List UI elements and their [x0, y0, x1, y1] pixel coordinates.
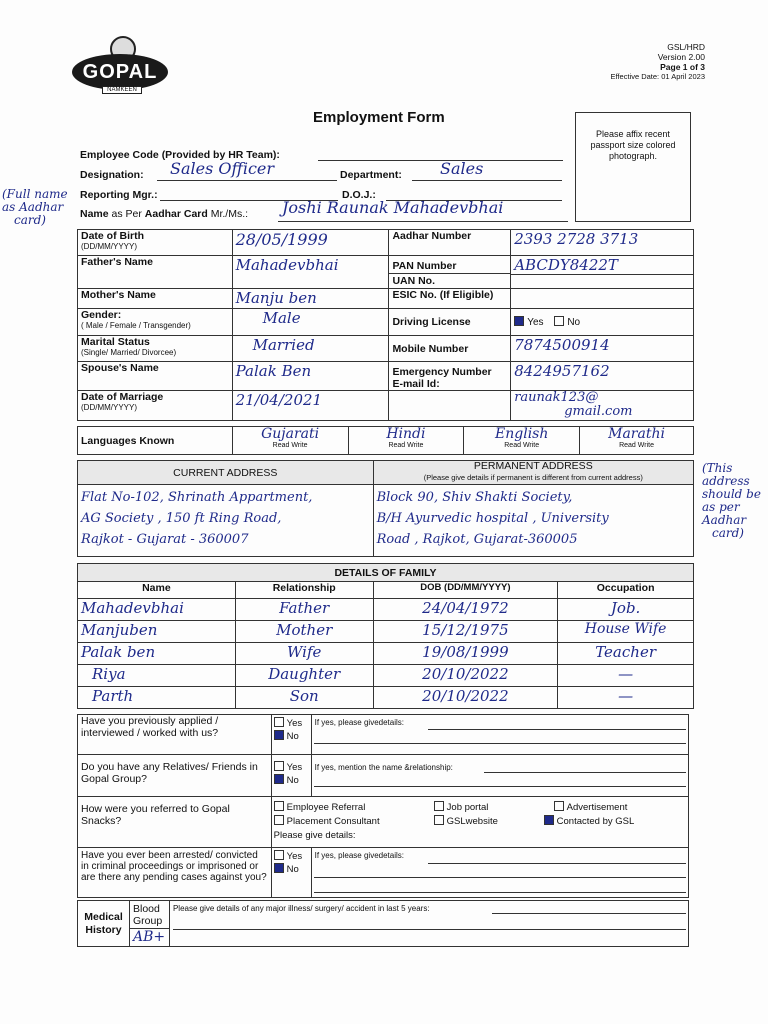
q3-option-label: GSLwebsite — [446, 816, 498, 827]
q3-checkbox[interactable] — [274, 801, 284, 811]
write-checkbox-label: Write — [522, 442, 540, 449]
family-table — [77, 563, 694, 709]
medical-label-line2: History — [85, 923, 122, 936]
dl-no-label: No — [567, 317, 581, 328]
family-name: Riya — [92, 665, 126, 683]
spouse-name-value: Palak Ben — [235, 362, 312, 380]
aadhar-name-label-bold: Name — [80, 208, 109, 220]
family-relationship: Wife — [287, 643, 322, 661]
q3-label: How were you referred to Gopal Snacks? — [78, 797, 272, 848]
email-cell[interactable] — [511, 391, 694, 421]
q3-checkbox[interactable] — [554, 801, 564, 811]
q2-no-checkbox[interactable] — [274, 774, 284, 784]
q1-details-line[interactable] — [314, 743, 686, 744]
language-read-write — [467, 442, 576, 449]
q1-details[interactable] — [311, 715, 688, 755]
q2-details-line[interactable] — [314, 786, 686, 787]
form-title: Employment Form — [313, 109, 445, 126]
write-checkbox-label: Write — [637, 442, 654, 449]
q1-label: Have you previously applied / interviewed / worked with us? — [78, 715, 272, 755]
uan-label: UAN No. — [389, 273, 510, 288]
emergency-number-value: 8424957162 — [514, 362, 610, 380]
aadhar-name-label-mid: as Per — [108, 208, 145, 220]
q3-option[interactable] — [434, 801, 554, 815]
pan-number-label: PAN Number — [392, 260, 457, 272]
family-relationship: Daughter — [268, 665, 341, 683]
doc-page: Page 1 of 3 — [660, 62, 705, 72]
write-checkbox-label: Write — [407, 442, 424, 449]
q4-no-checkbox[interactable] — [274, 863, 284, 873]
designation-value: Sales Officer — [170, 159, 275, 178]
current-address-header: CURRENT ADDRESS — [78, 461, 374, 485]
q3-option-label: Placement Consultant — [286, 816, 380, 827]
medical-table — [77, 900, 689, 947]
languages-label: Languages Known — [78, 427, 233, 455]
family-occupation: House Wife — [584, 621, 667, 637]
mobile-number-cell[interactable] — [511, 336, 694, 362]
read-checkbox-label: Read — [504, 442, 521, 449]
family-occupation: Teacher — [595, 643, 656, 661]
q3-option-label: Job portal — [446, 802, 489, 813]
gender-label: Gender: — [81, 309, 122, 321]
margin-note-left-line: (Full name — [2, 187, 68, 201]
department-value: Sales — [440, 159, 484, 178]
pan-number-value: ABCDY8422T — [514, 256, 618, 274]
dom-label: Date of Marriage — [81, 391, 164, 403]
mother-name-value: Manju ben — [235, 289, 317, 307]
aadhar-name-field[interactable] — [278, 221, 568, 222]
address-table — [77, 460, 694, 557]
q3-checkbox[interactable] — [544, 815, 554, 825]
family-occupation: Job. — [610, 599, 641, 617]
department-label: Department: — [340, 169, 402, 181]
father-name-value: Mahadevbhai — [235, 256, 339, 274]
language-cell[interactable] — [580, 427, 694, 455]
dob-label: Date of Birth — [81, 230, 144, 242]
current-address-line: AG Society , 150 ft Ring Road, — [81, 511, 282, 526]
dob-label-cell — [78, 230, 233, 256]
dom-sublabel: (DD/MM/YYYY) — [81, 403, 137, 412]
permanent-address-cell[interactable] — [373, 485, 693, 557]
q2-yes-checkbox[interactable] — [274, 761, 284, 771]
q4-options — [271, 848, 311, 898]
language-name: Gujarati — [261, 426, 320, 442]
family-occupation-cell[interactable] — [558, 643, 694, 665]
family-name: Manjuben — [81, 621, 158, 639]
language-name: English — [495, 426, 549, 442]
q3-option[interactable] — [544, 816, 635, 827]
q1-options — [271, 715, 311, 755]
margin-note-right-line: as per — [702, 500, 740, 514]
family-dob-cell[interactable] — [373, 665, 558, 687]
dl-no-checkbox[interactable] — [554, 316, 564, 326]
doc-code: GSL/HRD — [667, 42, 705, 52]
family-occupation-cell[interactable] — [558, 687, 694, 709]
q4-details-line[interactable] — [428, 863, 686, 864]
family-relationship-cell[interactable] — [235, 687, 373, 709]
q4-details-line[interactable] — [314, 892, 686, 893]
language-cell[interactable] — [464, 427, 580, 455]
margin-note-left-line: card) — [14, 213, 46, 227]
email-value-line1: raunak123@ — [514, 390, 599, 405]
permanent-address-title: PERMANENT ADDRESS — [473, 460, 593, 472]
margin-note-right — [702, 462, 761, 540]
q4-no-option[interactable] — [274, 863, 309, 876]
permanent-address-line: Road , Rajkot, Gujarat-360005 — [376, 532, 578, 547]
emergency-number-cell[interactable] — [511, 362, 694, 391]
q1-yes-option[interactable] — [274, 717, 309, 730]
driving-license-cell — [511, 309, 694, 336]
marital-label-cell — [78, 336, 233, 362]
language-name: Marathi — [608, 426, 665, 442]
family-relationship-cell[interactable] — [235, 599, 373, 621]
q3-checkbox[interactable] — [434, 801, 444, 811]
marital-status-cell[interactable] — [232, 336, 389, 362]
blood-group-label-line1: Blood — [132, 903, 160, 915]
aadhar-number-cell[interactable] — [511, 230, 694, 256]
table-row — [78, 643, 694, 665]
mother-name-cell[interactable] — [232, 289, 389, 309]
aadhar-number-label: Aadhar Number — [389, 230, 511, 256]
margin-note-right-line: card) — [712, 526, 744, 540]
reporting-manager-label: Reporting Mgr.: — [80, 189, 158, 201]
aadhar-name-label — [80, 208, 248, 220]
q2-details-line[interactable] — [484, 772, 686, 773]
language-read-write — [236, 442, 345, 449]
q1-no-option[interactable] — [274, 730, 309, 743]
mobile-number-value: 7874500914 — [514, 336, 610, 354]
doj-label: D.O.J.: — [342, 189, 376, 201]
family-dob: 20/10/2022 — [422, 687, 509, 705]
aadhar-number-value: 2393 2728 3713 — [514, 230, 639, 248]
family-dob-cell[interactable] — [373, 599, 558, 621]
family-occupation-cell[interactable] — [558, 599, 694, 621]
spouse-name-cell[interactable] — [232, 362, 389, 391]
designation-label: Designation: — [80, 169, 144, 181]
table-row — [78, 599, 694, 621]
father-name-cell[interactable] — [232, 256, 389, 289]
margin-note-left-line: as Aadhar — [2, 200, 64, 214]
q3-details-label: Please give details: — [273, 830, 356, 841]
family-name-cell[interactable] — [78, 665, 236, 687]
q4-hint: If yes, please givedetails: — [314, 851, 404, 860]
q2-yes-option[interactable] — [274, 761, 309, 774]
gender-sublabel: ( Male / Female / Transgender) — [81, 321, 191, 330]
dom-label-cell — [78, 391, 233, 421]
doc-meta — [610, 42, 705, 82]
questions-table — [77, 714, 689, 898]
esic-label: ESIC No. (If Eligible) — [389, 289, 511, 309]
family-occupation: — — [618, 665, 634, 683]
language-read-write — [352, 442, 461, 449]
q1-yes-label: Yes — [286, 718, 303, 729]
q4-no-label: No — [286, 864, 299, 875]
aadhar-name-label-tail: Mr./Ms.: — [207, 208, 249, 220]
q1-no-checkbox[interactable] — [274, 730, 284, 740]
permanent-address-line: B/H Ayurvedic hospital , University — [376, 511, 609, 526]
family-name: Mahadevbhai — [81, 599, 184, 617]
gender-label-cell — [78, 309, 233, 336]
company-logo — [72, 36, 170, 98]
mobile-number-label: Mobile Number — [389, 336, 511, 362]
marital-status-value: Married — [252, 336, 315, 354]
q1-no-label: No — [286, 731, 299, 742]
family-name-cell[interactable] — [78, 643, 236, 665]
employee-code-label: Employee Code (Provided by HR Team): — [80, 149, 280, 161]
medical-history-label — [78, 901, 130, 947]
margin-note-right-line: address — [702, 474, 750, 488]
driving-license-label: Driving License — [389, 309, 511, 336]
current-address-line: Rajkot - Gujarat - 360007 — [81, 532, 249, 547]
q2-no-option[interactable] — [274, 774, 309, 787]
family-name: Parth — [92, 687, 134, 705]
table-row — [78, 621, 694, 643]
table-row — [78, 687, 694, 709]
email-value-line2: gmail.com — [564, 404, 633, 419]
family-col-name: Name — [78, 582, 236, 599]
margin-note-right-line: Aadhar — [702, 513, 747, 527]
q4-details-line[interactable] — [314, 877, 686, 878]
q4-yes-checkbox[interactable] — [274, 850, 284, 860]
read-checkbox-label: Read — [272, 442, 290, 449]
family-occupation-cell[interactable] — [558, 665, 694, 687]
q2-options — [271, 755, 311, 797]
doc-effective-date: Effective Date: 01 April 2023 — [610, 72, 705, 81]
uan-field[interactable] — [511, 274, 693, 287]
medical-details[interactable] — [169, 901, 688, 947]
q1-yes-checkbox[interactable] — [274, 717, 284, 727]
permanent-address-subtitle: (Please give details if permanent is different from current address) — [423, 473, 643, 482]
family-col-relationship: Relationship — [235, 582, 373, 599]
personal-details-table — [77, 229, 694, 421]
q2-no-label: No — [286, 775, 299, 786]
mother-name-label: Mother's Name — [78, 289, 233, 309]
dom-value: 21/04/2021 — [235, 391, 323, 409]
language-cell[interactable] — [232, 427, 348, 455]
marital-status-sublabel: (Single/ Married/ Divorcee) — [81, 348, 177, 357]
margin-note-right-line: (This — [702, 461, 733, 475]
logo-subtext: NAMKEEN — [102, 86, 142, 94]
medical-details-line[interactable] — [173, 929, 686, 930]
spouse-name-label: Spouse's Name — [78, 362, 233, 391]
gender-value: Male — [262, 309, 301, 327]
medical-details-line[interactable] — [492, 913, 686, 914]
family-dob-cell[interactable] — [373, 621, 558, 643]
medical-hint: Please give details of any major illness/ surgery/ accident in last 5 years: — [172, 904, 430, 913]
q3-checkbox[interactable] — [434, 815, 444, 825]
dom-cell[interactable] — [232, 391, 389, 421]
marital-status-label: Marital Status — [81, 336, 150, 348]
family-relationship-cell[interactable] — [235, 665, 373, 687]
q3-option[interactable] — [274, 801, 434, 815]
family-dob: 24/04/1972 — [422, 599, 509, 617]
family-relationship-cell[interactable] — [235, 621, 373, 643]
q3-option-row — [274, 801, 686, 815]
family-occupation: — — [618, 687, 634, 705]
dl-yes-checkbox[interactable] — [514, 316, 524, 326]
family-dob-cell[interactable] — [373, 643, 558, 665]
dob-value: 28/05/1999 — [235, 230, 328, 249]
emergency-number-label: Emergency Number — [392, 366, 492, 378]
family-relationship: Mother — [276, 621, 333, 639]
q2-yes-label: Yes — [286, 762, 303, 773]
q3-details-line[interactable] — [370, 847, 686, 848]
designation-field[interactable] — [157, 180, 337, 181]
aadhar-name-value: Joshi Raunak Mahadevbhai — [282, 198, 504, 217]
q3-option-row — [274, 815, 686, 829]
write-checkbox-label: Write — [291, 442, 308, 449]
dob-sublabel: (DD/MM/YYYY) — [81, 242, 137, 251]
family-col-dob: DOB (DD/MM/YYYY) — [373, 582, 558, 599]
permanent-address-line: Block 90, Shiv Shakti Society, — [376, 490, 573, 505]
q1-details-line[interactable] — [428, 729, 686, 730]
medical-label-line1: Medical — [84, 910, 123, 923]
family-name-cell[interactable] — [78, 687, 236, 709]
margin-note-left — [2, 188, 68, 227]
dob-cell[interactable] — [232, 230, 389, 256]
family-name-cell[interactable] — [78, 621, 236, 643]
q4-yes-option[interactable] — [274, 850, 309, 863]
q4-label: Have you ever been arrested/ convicted in criminal proceedings or imprisoned or are there any pending cases against you? — [78, 848, 272, 898]
q3-options — [271, 797, 688, 848]
margin-note-right-line: should be — [702, 487, 761, 501]
aadhar-name-label-bold2: Aadhar Card — [144, 208, 208, 220]
q2-label: Do you have any Relatives/ Friends in Gopal Group? — [78, 755, 272, 797]
q2-details[interactable] — [311, 755, 688, 797]
contact-label-cell — [389, 362, 511, 391]
read-checkbox-label: Read — [619, 442, 636, 449]
q3-option-label: Contacted by GSL — [556, 816, 635, 827]
permanent-address-header — [373, 461, 693, 485]
current-address-line: Flat No-102, Shrinath Appartment, — [81, 490, 313, 505]
family-dob: 19/08/1999 — [422, 643, 509, 661]
email-spacer-cell — [389, 391, 511, 421]
family-relationship: Son — [289, 687, 319, 705]
q3-option[interactable] — [554, 802, 628, 813]
q1-hint: If yes, please givedetails: — [314, 718, 404, 727]
father-name-label: Father's Name — [78, 256, 233, 289]
language-name: Hindi — [386, 426, 426, 442]
family-name-cell[interactable] — [78, 599, 236, 621]
pan-uan-label-cell — [389, 256, 511, 289]
family-occupation-cell[interactable] — [558, 621, 694, 643]
doc-version: Version 2.00 — [657, 52, 705, 62]
gender-cell[interactable] — [232, 309, 389, 336]
q4-details[interactable] — [311, 848, 688, 898]
family-relationship: Father — [279, 599, 330, 617]
email-label: E-mail Id: — [392, 378, 440, 390]
q3-option-label: Advertisement — [566, 802, 628, 813]
family-title: DETAILS OF FAMILY — [78, 564, 694, 582]
languages-table — [77, 426, 694, 455]
photo-box[interactable] — [575, 112, 691, 222]
esic-field[interactable] — [511, 289, 694, 309]
photo-box-text: Please affix recent passport size colored photograph. — [590, 129, 676, 161]
family-dob: 15/12/1975 — [422, 621, 509, 639]
q3-option[interactable] — [434, 815, 544, 829]
q3-option-label: Employee Referral — [286, 802, 366, 813]
blood-group-value: AB+ — [132, 929, 166, 945]
family-dob-cell[interactable] — [373, 687, 558, 709]
read-checkbox-label: Read — [388, 442, 406, 449]
department-field[interactable] — [412, 180, 562, 181]
current-address-cell[interactable] — [78, 485, 374, 557]
pan-uan-cell[interactable] — [511, 256, 694, 289]
family-relationship-cell[interactable] — [235, 643, 373, 665]
table-row — [78, 665, 694, 687]
family-dob: 20/10/2022 — [422, 665, 509, 683]
language-cell[interactable] — [348, 427, 464, 455]
dl-yes-label: Yes — [527, 317, 544, 328]
language-read-write — [583, 442, 690, 449]
blood-group-cell[interactable] — [129, 901, 169, 947]
q3-checkbox[interactable] — [274, 815, 284, 825]
family-col-occupation: Occupation — [558, 582, 694, 599]
family-name: Palak ben — [81, 643, 156, 661]
blood-group-label-line2: Group — [130, 915, 169, 929]
q2-hint: If yes, mention the name &relationship: — [314, 763, 453, 772]
logo-oval: GOPAL — [72, 54, 168, 90]
q3-option[interactable] — [274, 815, 434, 829]
q4-yes-label: Yes — [286, 851, 303, 862]
